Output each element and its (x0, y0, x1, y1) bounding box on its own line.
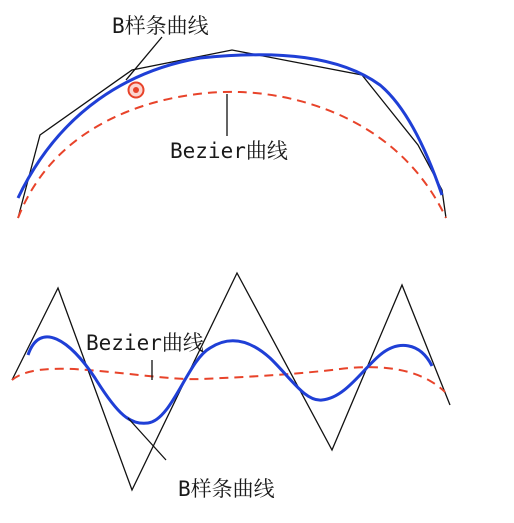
bottom-bezier-curve (12, 367, 445, 392)
bottom-panel (12, 273, 450, 501)
bottom-bspline-label: B样条曲线 (178, 477, 275, 501)
top-control-polygon (18, 50, 446, 218)
top-bspline-label: B样条曲线 (112, 14, 209, 38)
bottom-control-polygon (12, 273, 450, 490)
top-curve-marker (129, 83, 144, 98)
top-panel (18, 14, 446, 218)
top-bspline-curve (18, 55, 442, 198)
bottom-bezier-label: Bezier曲线 (86, 331, 204, 355)
top-bezier-label: Bezier曲线 (170, 139, 288, 163)
